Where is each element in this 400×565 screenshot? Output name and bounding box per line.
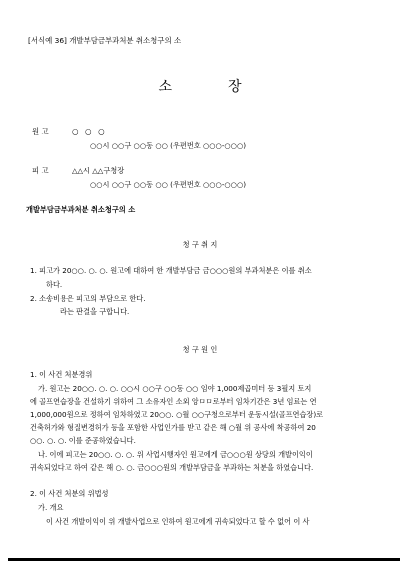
para-ga-line-3: 1,000,000원으로 정하여 임차하였고 20○○. ○월 ○○구청으로부터 운동시설(골프연습장)로 bbox=[30, 410, 324, 419]
case-title: 개발부담금부과처분 취소청구의 소 bbox=[26, 205, 136, 214]
para-ga-line-2: 에 골프연습장을 건설하기 위하여 그 소유자인 소외 앙ㅁㅁ로부터 임차기간은 3년 임료는 연 bbox=[30, 397, 317, 406]
form-number: [서식예 36] 개발부담금부과처분 취소청구의 소 bbox=[28, 36, 182, 45]
plaintiff-label: 원 고 bbox=[32, 127, 49, 136]
claim-cause-heading: 청 구 원 인 bbox=[182, 345, 218, 354]
plaintiff-name: ○ ○ ○ bbox=[72, 127, 107, 136]
para-na-line-2: 귀속되었다고 하여 같은 해 ○. ○. 금○○○원의 개발부담금을 부과하는 처분을 하였습니다. bbox=[30, 463, 314, 472]
sub-ga-heading: 가. 개요 bbox=[38, 503, 64, 512]
document-title bbox=[0, 78, 400, 96]
title-char-2: 장 bbox=[228, 79, 242, 95]
para-ga-line-1: 가. 원고는 20○○. ○. ○. ○○시 ○○구 ○○동 ○○ 임야 1,000제곱미터 등 3필지 토지 bbox=[38, 384, 312, 393]
bottom-divider bbox=[8, 558, 400, 561]
section-2-title: 2. 이 사건 처분의 위법성 bbox=[30, 489, 109, 498]
defendant-address: ○○시 ○○구 ○○동 ○○ (우편번호 ○○○-○○○) bbox=[90, 180, 247, 189]
claim-purpose-heading: 청 구 취 지 bbox=[182, 240, 218, 249]
claim-item-2: 2. 소송비용은 피고의 부담으로 한다. bbox=[30, 294, 146, 303]
title-char-1: 소 bbox=[158, 79, 172, 95]
plaintiff-address: ○○시 ○○구 ○○동 ○○ (우편번호 ○○○-○○○) bbox=[90, 141, 247, 150]
para-na-line-1: 나. 이에 피고는 20○○. ○. ○. 위 사업시행자인 원고에게 금○○○원 상당의 개발이익이 bbox=[38, 450, 313, 459]
claim-item-1-line-2: 하다. bbox=[46, 280, 63, 289]
claim-closing: 라는 판결을 구합니다. bbox=[60, 307, 130, 316]
defendant-label: 피 고 bbox=[32, 166, 49, 175]
para-ga-line-5: ○○. ○. ○. 이를 준공하였습니다. bbox=[30, 436, 136, 445]
section-1-title: 1. 이 사건 처분경위 bbox=[30, 370, 93, 379]
para-ga-line-4: 건축허가와 형질변경허가 등을 포함한 사업인가를 받고 같은 해 ○월 위 공사에 착공하여 20 bbox=[30, 423, 316, 432]
sub-ga-text: 이 사건 개발이익이 위 개발사업으로 인하여 원고에게 귀속되었다고 할 수 없어 이 사 bbox=[46, 517, 310, 526]
claim-item-1-line-1: 1. 피고가 20○○. ○. ○. 원고에 대하여 한 개발부담금 금○○○원의 부과처분은 이를 취소 bbox=[30, 266, 312, 275]
defendant-name: △△시 △△구청장 bbox=[72, 166, 125, 175]
